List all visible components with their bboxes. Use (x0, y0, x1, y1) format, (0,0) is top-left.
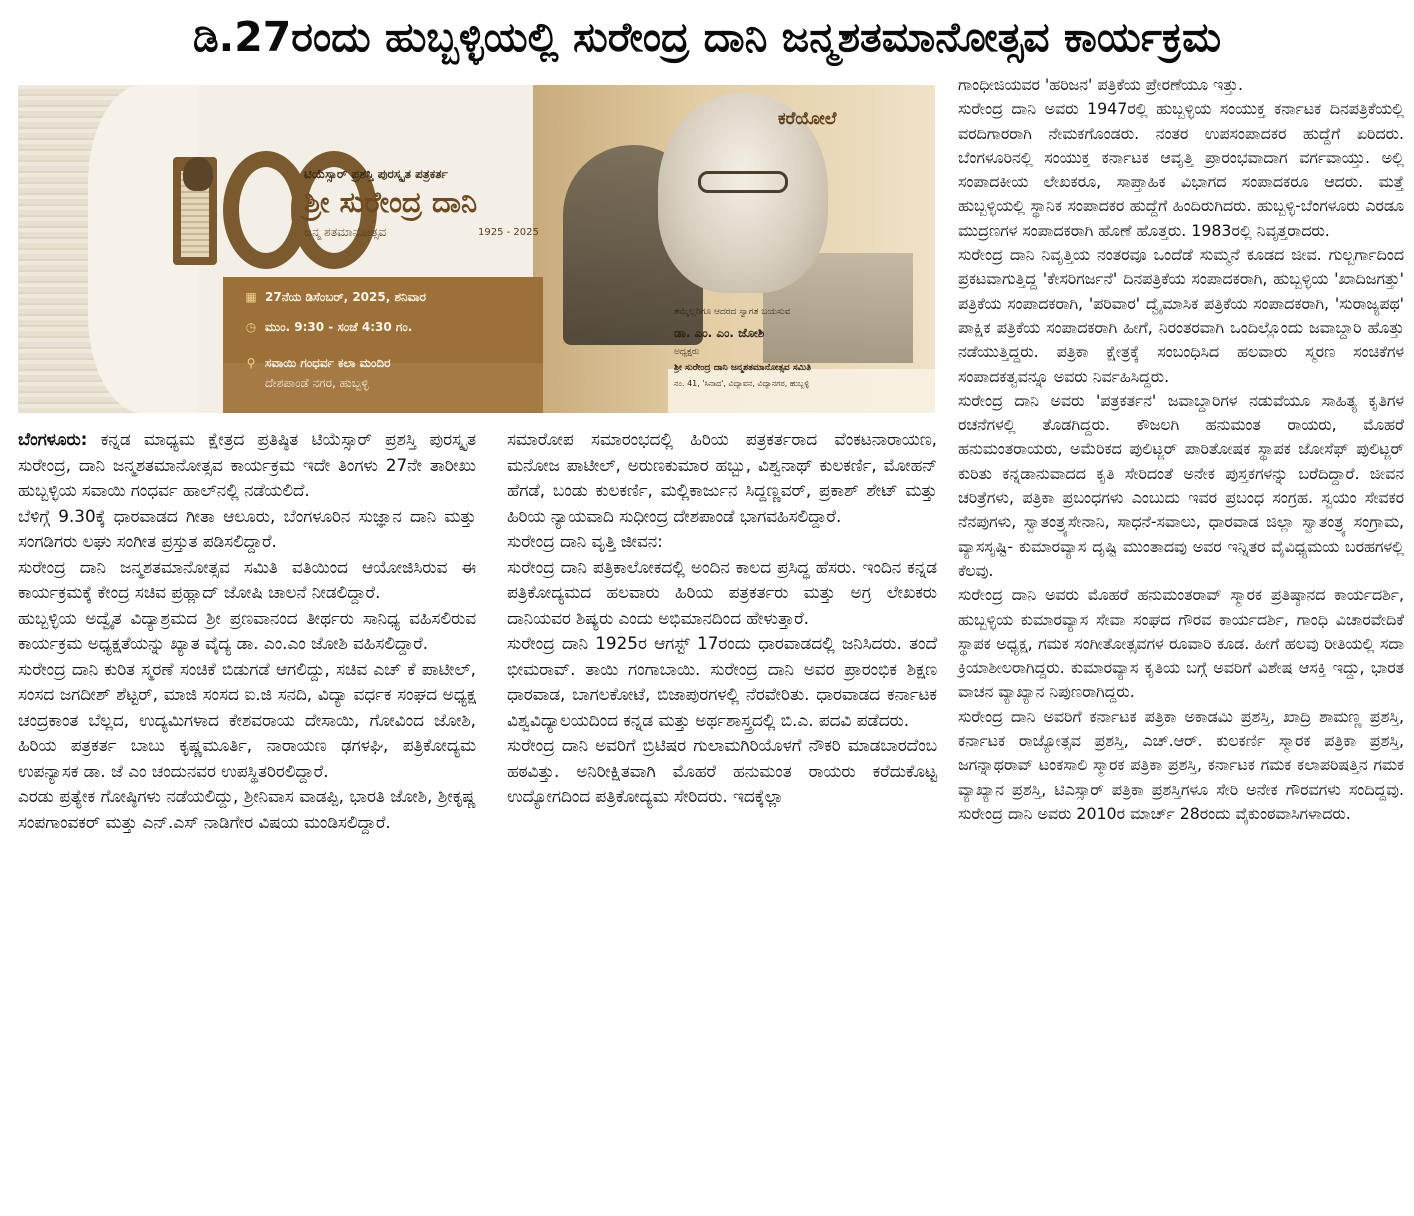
calendar-icon: ▦ (245, 290, 257, 304)
location-pin-icon: ⚲ (246, 356, 256, 370)
paragraph: ಸುರೇಂದ್ರ ದಾನಿ ಅವರು 1947ರಲ್ಲಿ ಹುಬ್ಬಳ್ಳಿಯ ಸಂಯುಕ್ತ ಕರ್ನಾಟಕ ದಿನಪತ್ರಿಕೆಯಲ್ಲಿ ವರದಿಗಾರರಾಗಿ ನೇಮಕಗೊಂಡರು. ನಂತರ ಉಪಸಂಪಾದಕರ ಹುದ್ದೆಗೆ ಏರಿದರು. ಬೆಂಗಳೂರಿನಲ್ಲಿ ಸಂಯುಕ್ತ ಕರ್ನಾಟಕ ಆವೃತ್ತಿ ಪ್ರಾರಂಭವಾದಾಗ ವರ್ಗವಾಯ್ತು. ಅಲ್ಲಿ ಸಂಪಾದಕೀಯ ಲೇಖಕರೂ, ಸಾಪ್ತಾಹಿಕ ವಿಭಾಗದ ಸಂಪಾದಕರೂ ಆದರು. ಮತ್ತೆ ಹುಬ್ಬಳ್ಳಿಯಲ್ಲಿ ಸ್ಥಾನಿಕ ಸಂಪಾದಕರ ಹುದ್ದೆಗೆ ಹಿಂದಿರುಗಿದರು. ಹುಬ್ಬಳ್ಳಿ-ಬೆಂಗಳೂರು ಎರಡೂ ಮುದ್ರಣಗಳ ಸಂಪಾದಕರಾಗಿ ಹೊಣೆ ಹೊತ್ತರು. 1983ರಲ್ಲಿ ನಿವೃತ್ತರಾದರು. (958, 99, 1404, 240)
paragraph: ಸುರೇಂದ್ರ ದಾನಿ ಕುರಿತ ಸ್ಮರಣೆ ಸಂಚಿಕೆ ಬಿಡುಗಡೆ ಆಗಲಿದ್ದು, ಸಚಿವ ಎಚ್ ಕೆ ಪಾಟೀಲ್, ಸಂಸದ ಜಗದೀಶ್ ಶೆಟ್ಟರ್, ಮಾಜಿ ಸಂಸದ ಐ.ಜಿ ಸನದಿ, ವಿದ್ಯಾ ವರ್ಧಕ ಸಂಘದ ಅಧ್ಯಕ್ಷ ಚಂದ್ರಕಾಂತ ಬೆಲ್ಲದ, ಉದ್ಯಮಿಗಳಾದ ಕೇಶವರಾಯ ದೇಸಾಯಿ, ಗೋವಿಂದ ಜೋಶಿ, ಹಿರಿಯ ಪತ್ರಕರ್ತ ಬಾಬು ಕೃಷ್ಣಮೂರ್ತಿ, ನಾರಾಯಣ ಢಗಳಘಿ, ಪತ್ರಿಕೋದ್ಯಮ ಉಪನ್ಯಾಸಕ ಡಾ. ಜೆ ಎಂ ಚಂದುನವರ ಉಪಸ್ಥಿತರಿರಲಿದ್ದಾರೆ. (18, 658, 476, 781)
paragraph: ಗಾಂಧೀಜಿಯವರ 'ಹರಿಜನ' ಪತ್ರಿಕೆಯ ಪ್ರೇರಣೆಯೂ ಇತ್ತು. (958, 75, 1244, 94)
host-name: ಡಾ. ಎಂ. ಎಂ. ಜೋಶಿ (674, 326, 765, 340)
banner-tagline: ಟಿಯೆಸ್ಸಾರ್ ಪ್ರಶಸ್ತಿ ಪುರಸ್ಕೃತ ಪತ್ರಕರ್ತ (304, 167, 448, 181)
committee-name: ಶ್ರೀ ಸುರೇಂದ್ರ ದಾನಿ ಜನ್ಮಶತಮಾನೋತ್ಸವ ಸಮಿತಿ (674, 363, 811, 373)
welcome-line: ತಮ್ಮೆಲ್ಲರಿಗೂ ಆದರದ ಸ್ವಾಗತ ಬಯಸುವ (674, 307, 791, 317)
event-banner-image (18, 85, 935, 413)
paragraph: ಸುರೇಂದ್ರ ದಾನಿ ಅವರು 'ಪತ್ರಕರ್ತನ' ಜವಾಬ್ದಾರಿಗಳ ನಡುವೆಯೂ ಸಾಹಿತ್ಯ ಕೃತಿಗಳ ರಚನೆಗಳಲ್ಲಿ ತೊಡಗಿದ್ದರು. ಕೌಜಲಗಿ ಹನುಮಂತ ರಾಯರು, ಮೊಹರೆ ಹನುಮಂತರಾಯರು, ಅಮೆರಿಕದ ಪುಲಿಟ್ಜರ್ ಪಾರಿತೋಷಕ ಸ್ಥಾಪಕ ಜೋಸೆಫ್ ಪುಲಿಟ್ಜರ್ ಕುರಿತು ಕನ್ನಡಾನುವಾದದ ಕೃತಿ ಸೇರಿದಂತೆ ಅನೇಕ ಪುಸ್ತಕಗಳನ್ನು ಬರೆದಿದ್ದಾರೆ. ಜೀವನ ಚರಿತ್ರೆಗಳು, ಪತ್ರಿಕಾ ಪ್ರಬಂಧಗಳು ಎಂಬುದು ಇವರ ಪ್ರಬಂಧ ಸಂಗ್ರಹ. ಸ್ವಯಂ ಸೇವಕರ ನೆನಪುಗಳು, ಸ್ವಾತಂತ್ರ್ಯಸೇನಾನಿ, ಸಾಧನೆ-ಸವಾಲು, ಧಾರವಾಡ ಜಿಲ್ಲಾ ಸ್ವಾತಂತ್ರ್ಯ ಸಂಗ್ರಾಮ, ವ್ಯಾಸಸೃಷ್ಟಿ- ಕುಮಾರವ್ಯಾಸ ದೃಷ್ಟಿ ಮುಂತಾದವು ಅವರ ಇನ್ನಿತರ ವೈವಿಧ್ಯಮಯ ಬರಹಗಳಲ್ಲಿ ಕೆಲವು. (958, 390, 1404, 580)
paragraph: ಸುರೇಂದ್ರ ದಾನಿ 1925ರ ಆಗಸ್ಟ್ 17ರಂದು ಧಾರವಾಡದಲ್ಲಿ ಜನಿಸಿದರು. ತಂದೆ ಭೀಮರಾವ್. ತಾಯಿ ಗಂಗಾಬಾಯಿ. ಸುರೇಂದ್ರ ದಾನಿ ಅವರ ಪ್ರಾರಂಭಿಕ ಶಿಕ್ಷಣ ಧಾರವಾಡ, ಬಾಗಲಕೋಟೆ, ಬಿಜಾಪುರಗಳಲ್ಲಿ ನೆರವೇರಿತು. ಧಾರವಾಡದ ಕರ್ನಾಟಕ ವಿಶ್ವವಿದ್ಯಾಲಯದಿಂದ ಕನ್ನಡ ಮತ್ತು ಅರ್ಥಶಾಸ್ತ್ರದಲ್ಲಿ ಬಿ.ಎ. ಪದವಿ ಪಡೆದರು. (507, 633, 937, 730)
paragraph: ಸುರೇಂದ್ರ ದಾನಿ ನಿವೃತ್ತಿಯ ನಂತರವೂ ಒಂದೆಡೆ ಸುಮ್ಮನೆ ಕೂಡದ ಜೀವ. ಗುಲ್ಬರ್ಗಾದಿಂದ ಪ್ರಕಟವಾಗುತ್ತಿದ್ದ 'ಕೇಸರಿಗರ್ಜನೆ' ದಿನಪತ್ರಿಕೆಯ ಸಂಪಾದಕರಾಗಿ, ಹುಬ್ಬಳ್ಳಿಯ 'ಖಾದಿಜಗತ್ತು' ಪತ್ರಿಕೆಯ ಸಂಪಾದಕರಾಗಿ, 'ಪರಿವಾರ' ದ್ವೈಮಾಸಿಕ ಪತ್ರಿಕೆಯ ಸಂಪಾದಕರಾಗಿ, 'ಸುರಾಜ್ಯಪಥ' ಪಾಕ್ಷಿಕ ಪತ್ರಿಕೆಯ ಸಂಪಾದಕರಾಗಿ ಹೀಗೆ, ನಿರಂತರವಾಗಿ ಒಂದಿಲ್ಲೊಂದು ಜವಾಬ್ದಾರಿ ಹೊತ್ತು ನಡೆಯುತ್ತಿದ್ದರು. ಪತ್ರಿಕಾ ಕ್ಷೇತ್ರಕ್ಕೆ ಸಂಬಂಧಿಸಿದ ಹಲವಾರು ಸ್ಮರಣ ಸಂಚಿಕೆಗಳ ಸಂಪಾದಕತ್ವವನ್ನೂ ಅವರು ನಿರ್ವಹಿಸಿದ್ದರು. (958, 245, 1404, 386)
event-date: 27ನೆಯ ಡಿಸೆಂಬರ್, 2025, ಶನಿವಾರ (265, 290, 426, 304)
paragraph: ಬೆಳಿಗ್ಗೆ 9.30ಕ್ಕೆ ಧಾರವಾಡದ ಗೀತಾ ಆಲೂರು, ಬೆಂಗಳೂರಿನ ಸುಜ್ಞಾನ ದಾನಿ ಮತ್ತು ಸಂಗಡಿಗರು ಲಘು ಸಂಗೀತ ಪ್ರಸ್ತುತ ಪಡಿಸಲಿದ್ದಾರೆ. (18, 505, 476, 551)
event-time: ಮುಂ. 9:30 - ಸಂಜೆ 4:30 ಗಂ. (265, 320, 413, 334)
event-time-row (243, 315, 533, 339)
paragraph: ಎರಡು ಪ್ರತ್ಯೇಕ ಗೋಷ್ಠಿಗಳು ನಡೆಯಲಿದ್ದು, ಶ್ರೀನಿವಾಸ ವಾಡಪ್ಪಿ, ಭಾರತಿ ಜೋಶಿ, ಶ್ರೀಕೃಷ್ಣ ಸಂಪಗಾಂವಕರ್ ಮತ್ತು ಎನ್.ಎಸ್ ನಾಡಿಗೇರ ವಿಷಯ ಮಂಡಿಸಲಿದ್ದಾರೆ. (18, 786, 476, 832)
committee-address: ನಂ. 41, 'ಸಿನಾದ', ವಿದ್ಯಾವನ, ವಿದ್ಯಾನಗರ, ಹುಬ್ಬಳ್ಳಿ (674, 379, 810, 388)
headline: ಡಿ.27ರಂದು ಹುಬ್ಬಳ್ಳಿಯಲ್ಲಿ ಸುರೇಂದ್ರ ದಾನಿ ಜನ್ಮಶತಮಾನೋತ್ಸವ ಕಾರ್ಯಕ್ರಮ (192, 13, 1222, 61)
banner-subtitle: ಜನ್ಮ ಶತಮಾನೋತ್ಸವ (304, 225, 387, 239)
paragraph: ಸುರೇಂದ್ರ ದಾನಿ ಪತ್ರಿಕಾಲೋಕದಲ್ಲಿ ಅಂದಿನ ಕಾಲದ ಪ್ರಸಿದ್ಧ ಹೆಸರು. ಇಂದಿನ ಕನ್ನಡ ಪತ್ರಿಕೋದ್ಯಮದ ಹಲವಾರು ಹಿರಿಯ ಪತ್ರಕರ್ತರು ಮತ್ತು ಅಗ್ರ ಲೇಖಕರು ದಾನಿಯವರ ಶಿಷ್ಯರು ಎಂದು ಅಭಿಮಾನದಿಂದ ಹೇಳುತ್ತಾರೆ. (507, 556, 937, 628)
paragraph: ಸುರೇಂದ್ರ ದಾನಿ ಅವರಿಗೆ ಕರ್ನಾಟಕ ಪತ್ರಿಕಾ ಅಕಾಡಮಿ ಪ್ರಶಸ್ತಿ, ಖಾದ್ರಿ ಶಾಮಣ್ಣ ಪ್ರಶಸ್ತಿ, ಕರ್ನಾಟಕ ರಾಜ್ಯೋತ್ಸವ ಪ್ರಶಸ್ತಿ, ಎಚ್.ಆರ್. ಕುಲಕರ್ಣಿ ಸ್ಮಾರಕ ಪತ್ರಿಕಾ ಪ್ರಶಸ್ತಿ, ಜಗನ್ನಾಥರಾವ್ ಟಂಕಸಾಲಿ ಸ್ಮಾರಕ ಪತ್ರಿಕಾ ಪ್ರಶಸ್ತಿ, ಕರ್ನಾಟಕ ಗಮಕ ಕಲಾಪರಿಷತ್ತಿನ ಗಮಕ ವ್ಯಾಖ್ಯಾನ ಪ್ರಶಸ್ತಿ, ಟಿಎಸ್ಸಾರ್ ಪತ್ರಿಕಾ ಪ್ರಶಸ್ತಿಗಳೂ ಸೇರಿ ಅನೇಕ ಗೌರವಗಳು ಸಂದಿದ್ದವು. ಸುರೇಂದ್ರ ದಾನಿ ಅವರು 2010ರ ಮಾರ್ಚ್ 28ರಂದು ವೈಕುಂಠವಾಸಿಗಳಾದರು. (958, 706, 1404, 823)
event-venue: ಸವಾಯಿ ಗಂಧರ್ವ ಕಲಾ ಮಂದಿರ (265, 356, 391, 370)
glasses-shape (698, 171, 788, 193)
invitation-label: ಕರೆಯೋಲೆ (778, 109, 837, 129)
banner-name: ಶ್ರೀ ಸುರೇಂದ್ರ ದಾನಿ (304, 185, 478, 219)
event-date-row (243, 285, 533, 309)
dateline: ಬೆಂಗಳೂರು: (18, 429, 88, 449)
paragraph: ಸುರೇಂದ್ರ ದಾನಿ ಅವರು ಮೊಹರೆ ಹನುಮಂತರಾವ್ ಸ್ಮಾರಕ ಪ್ರತಿಷ್ಠಾನದ ಕಾರ್ಯದರ್ಶಿ, ಹುಬ್ಬಳ್ಳಿಯ ಕುಮಾರವ್ಯಾಸ ಸೇವಾ ಸಂಘದ ಗೌರವ ಕಾರ್ಯದರ್ಶಿ, ಗಾಂಧಿ ವಿಚಾರವೇದಿಕೆ ಸ್ಥಾಪಕ ಅಧ್ಯಕ್ಷ, ಗಮಕ ಸಂಗೀತೋತ್ಸವಗಳ ರೂವಾರಿ ಕೂಡ. ಹೀಗೆ ಹಲವು ರೀತಿಯಲ್ಲಿ ಸದಾ ಕ್ರಿಯಾಶೀಲರಾಗಿದ್ದರು. ಕುಮಾರವ್ಯಾಸ ಕೃತಿಯ ಬಗ್ಗೆ ಅವರಿಗೆ ವಿಶೇಷ ಆಸಕ್ತಿ ಇದ್ದು, ಭಾರತ ವಾಚನ ವ್ಯಾಖ್ಯಾನ ನಿಪುಣರಾಗಿದ್ದರು. (958, 585, 1404, 702)
subheading: ಸುರೇಂದ್ರ ದಾನಿ ವೃತ್ತಿ ಜೀವನ: (507, 531, 663, 551)
host-role: ಅಧ್ಯಕ್ಷರು (674, 347, 700, 357)
banner-years: 1925 - 2025 (478, 227, 539, 238)
event-venue-address: ದೇಶಪಾಂಡೆ ನಗರ, ಹುಬ್ಬಳ್ಳಿ (265, 376, 369, 390)
clock-icon: ◷ (245, 320, 257, 334)
paragraph: ಬೆಂಗಳೂರು: ಕನ್ನಡ ಮಾಧ್ಯಮ ಕ್ಷೇತ್ರದ ಪ್ರತಿಷ್ಠಿತ ಟಿಯೆಸ್ಸಾರ್ ಪ್ರಶಸ್ತಿ ಪುರಸ್ಕೃತ ಸುರೇಂದ್ರ, ದಾನಿ ಜನ್ಮಶತಮಾನೋತ್ಸವ ಕಾರ್ಯಕ್ರಮ ಇದೇ ತಿಂಗಳು 27ನೇ ತಾರೀಖು ಹುಬ್ಬಳ್ಳಿಯ ಸವಾಯಿ ಗಂಧರ್ವ ಹಾಲ್‌ನಲ್ಲಿ ನಡೆಯಲಿದೆ. (18, 429, 476, 500)
host-panel (668, 369, 935, 413)
event-address-row (243, 371, 533, 395)
logo-portrait-sketch (183, 157, 213, 191)
paragraph: ಹುಬ್ಬಳ್ಳಿಯ ಅದ್ವೈತ ವಿದ್ಯಾಶ್ರಮದ ಶ್ರೀ ಪ್ರಣವಾನಂದ ತೀರ್ಥರು ಸಾನಿಧ್ಯ ವಹಿಸಲಿರುವ ಕಾರ್ಯಕ್ರಮ ಅಧ್ಯಕ್ಷತೆಯನ್ನು ಖ್ಯಾತ ವೈದ್ಯ ಡಾ. ಎಂ.ಎಂ ಜೋಶಿ ವಹಿಸಲಿದ್ದಾರೆ. (18, 607, 476, 653)
paragraph: ಸುರೇಂದ್ರ ದಾನಿ ಅವರಿಗೆ ಬ್ರಿಟಿಷರ ಗುಲಾಮಗಿರಿಯೊಳಗೆ ನೌಕರಿ ಮಾಡಬಾರದೆಂಬ ಹಠವಿತ್ತು. ಅನಿರೀಕ್ಷಿತವಾಗಿ ಮೊಹರೆ ಹನುಮಂತ ರಾಯರು ಕರೆದುಕೊಟ್ಟ ಉದ್ಯೋಗದಿಂದ ಪತ್ರಿಕೋದ್ಯಮ ಸೇರಿದರು. ಇದಕ್ಕೆಲ್ಲಾ (507, 735, 937, 806)
paragraph: ಸಮಾರೋಪ ಸಮಾರಂಭದಲ್ಲಿ ಹಿರಿಯ ಪತ್ರಕರ್ತರಾದ ವೆಂಕಟನಾರಾಯಣ, ಮನೋಜ ಪಾಟೀಲ್, ಅರುಣಕುಮಾರ ಹಬ್ಬು, ವಿಶ್ವನಾಥ್ ಕುಲಕರ್ಣಿ, ಮೋಹನ್ ಹೆಗಡೆ, ಬಂಡು ಕುಲಕರ್ಣಿ, ಮಲ್ಲಿಕಾರ್ಜುನ ಸಿದ್ದಣ್ಣವರ್, ಪ್ರಕಾಶ್ ಶೇಟ್ ಮತ್ತು ಹಿರಿಯ ನ್ಯಾಯವಾದಿ ಸುಧೀಂದ್ರ ದೇಶಪಾಂಡೆ ಭಾಗವಹಿಸಲಿದ್ದಾರೆ. (507, 429, 937, 526)
paragraph: ಸುರೇಂದ್ರ ದಾನಿ ಜನ್ಮಶತಮಾನೋತ್ಸವ ಸಮಿತಿ ವತಿಯಿಂದ ಆಯೋಜಿಸಿರುವ ಈ ಕಾರ್ಯಕ್ರಮಕ್ಕೆ ಕೇಂದ್ರ ಸಚಿವ ಪ್ರಹ್ಲಾದ್ ಜೋಷಿ ಚಾಲನೆ ನೀಡಲಿದ್ದಾರೆ. (18, 556, 476, 602)
article-column-2 (507, 427, 937, 1187)
article-column-3 (958, 73, 1404, 1208)
article-column-1 (18, 427, 476, 1212)
